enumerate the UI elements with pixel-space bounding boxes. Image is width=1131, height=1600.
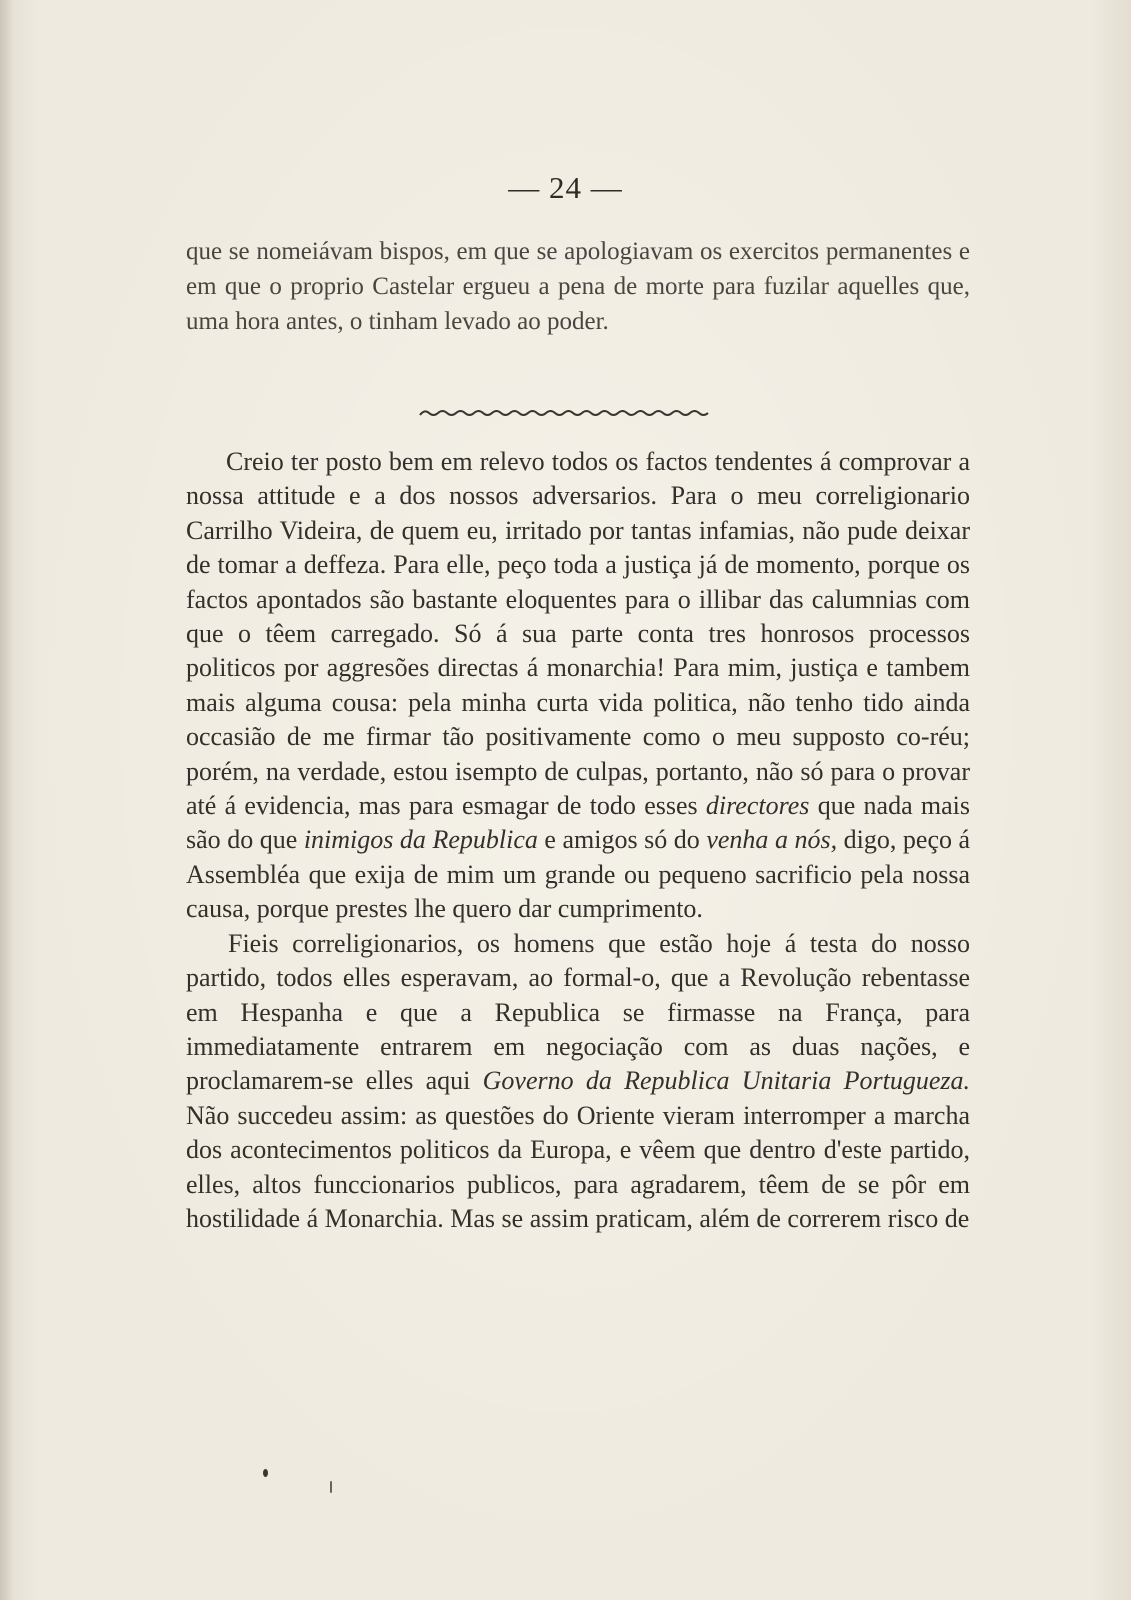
wavy-rule-ornament (418, 403, 712, 423)
main-text (186, 445, 970, 1236)
opening-paragraph (186, 234, 970, 339)
paragraph-1-text: Creio ter posto bem em relevo todos os factos tendentes á comprovar a nossa attitude e a dos nossos adversarios. Para o meu correligionario Carrilho Videira, de quem eu, irritado por tantas infamias, não pude deixar de tomar a deffeza. Para elle, peço toda a justiça já de momento, porque os factos apontados são bastante eloquentes para o illibar das calumnias com que o têem carregado. Só á sua parte conta tres honrosos processos politicos por aggresões directas á monarchia! Para mim, justiça e tambem mais alguma cousa: pela minha curta vida politica, não tenho tido ainda occasião de me firmar tão positivamente como o meu supposto co-réu; porém, na verdade, estou isempto de culpas, portanto, não só para o provar até á evidencia, mas para esmagar de todo esses (186, 447, 970, 821)
italic-venha-a-nos: venha a nós, (706, 825, 838, 855)
page-edge-shadow (0, 0, 14, 1600)
italic-governo: Governo da Republica Unitaria Portugueza. (482, 1066, 971, 1096)
paragraph-1-mid-1: que nada mais são do que (186, 791, 970, 855)
paragraph-2-start: Fieis correligionarios, os homens que estão hoje á testa do nosso partido, todos elles esperavam, ao formal-o, que a Revolução rebentasse em Hespanha e que a Republica se firmasse na França, para immediatamente entrarem em negociação com as duas nações, e proclamarem-se elles aqui (186, 928, 970, 1096)
paragraph-1-mid-2: e amigos só do (544, 825, 700, 855)
paragraph-1-end: digo, peço á Assembléa que exija de mim um grande ou pequeno sacrificio pela nossa causa, porque prestes lhe quero dar cumprimento. (186, 825, 971, 924)
italic-inimigos: inimigos da Republica (303, 825, 538, 855)
paragraph-2 (186, 927, 970, 1237)
ink-speck (263, 1469, 268, 1477)
wavy-rule-icon (418, 403, 712, 423)
paragraph-2-end: Não succedeu assim: as questões do Oriente vieram interromper a marcha dos acontecimentos politicos da Europa, e vêem que dentro d'este partido, elles, altos funccionarios publicos, para agradarem, têem de se pôr em hostilidade á Monarchia. Mas se assim praticam, além de correrem risco de (186, 1100, 970, 1233)
ink-mark (330, 1481, 332, 1493)
italic-directores: directores (705, 791, 810, 821)
opening-paragraph-text: que se nomeiávam bispos, em que se apologiavam os exercitos permanentes e em que o proprio Castelar ergueu a pena de morte para fuzilar aquelles que, uma hora antes, o tinham levado ao poder. (186, 238, 970, 335)
paragraph-1 (186, 445, 970, 927)
page-number: — 24 — (508, 170, 623, 205)
